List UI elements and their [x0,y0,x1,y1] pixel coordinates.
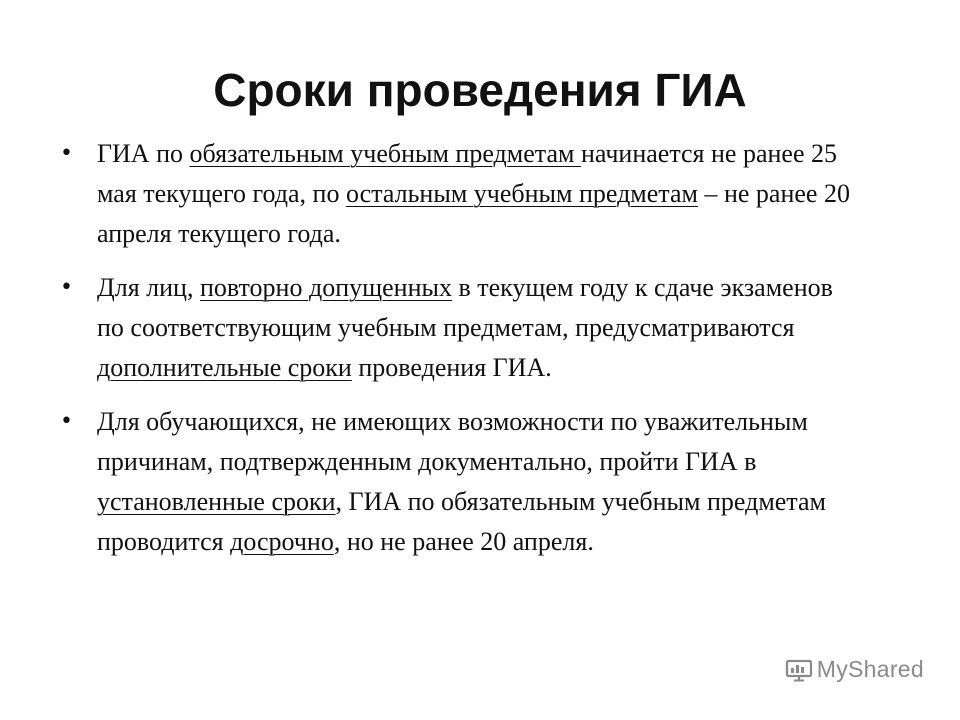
text-segment: Для обучающихся, не имеющих возможности по уважительным причинам, подтвержденным документально, пройти ГИА в [97,407,808,476]
bullet-marker: • [60,141,73,166]
bullet-text [97,139,850,248]
text-segment: начинается не ранее 25 мая текущего года, по [97,139,838,208]
slide-title: Сроки проведения ГИА [213,64,747,116]
bullet-item [60,268,860,388]
underlined-term: остальным учебным предметам [345,179,698,208]
text-segment: Для лиц, [97,273,200,302]
underlined-term: дополнительные сроки [97,353,352,382]
underlined-term: повторно допущенных [199,273,452,302]
bullet-text [97,273,833,382]
text-segment: , но не ранее 20 апреля. [333,527,594,556]
text-segment: в текущем году к сдаче экзаменов по соответствующим учебным предметам, предусматриваются [97,273,833,342]
presentation-board-icon [785,658,813,682]
bullet-item [60,402,860,562]
bullet-marker: • [60,275,73,300]
bullet-text [97,407,826,556]
bullet-marker: • [60,409,73,434]
underlined-term: досрочно [230,527,334,556]
underlined-term: установленные сроки [97,487,336,516]
underlined-term: обязательным учебным предметам [189,139,581,168]
bullet-item [60,134,860,254]
myshared-watermark[interactable] [785,656,924,683]
text-segment: , ГИА по обязательным учебным предметам проводится [97,487,826,556]
text-segment: ГИА по [97,139,190,168]
watermark-label: MyShared [816,656,924,682]
text-segment: проведения ГИА. [351,353,552,382]
bullet-list [60,134,860,576]
text-segment: – не ранее 20 апреля текущего года. [97,179,850,248]
